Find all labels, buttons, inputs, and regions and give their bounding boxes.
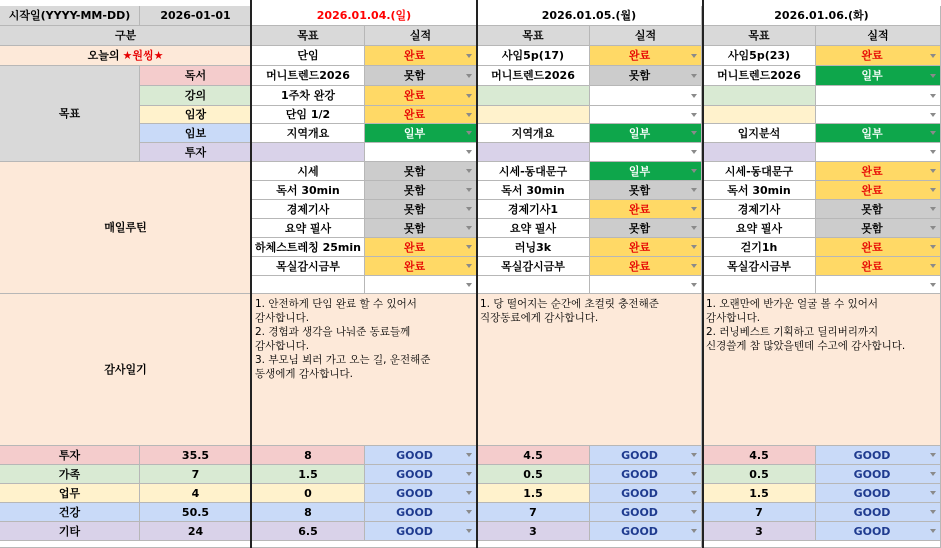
score-rating-dropdown[interactable] [590, 484, 702, 503]
routine-result-dropdown[interactable] [590, 181, 702, 200]
dropdown-arrow-icon[interactable] [691, 245, 697, 249]
day-separator-line [476, 0, 478, 548]
routine-result-dropdown-value: 완료 [861, 240, 883, 254]
goal-result-dropdown[interactable] [816, 124, 941, 143]
dropdown-arrow-icon[interactable] [691, 226, 697, 230]
goal-cell[interactable] [703, 86, 816, 106]
goal-result-dropdown[interactable] [590, 86, 702, 106]
score-total-other: 24 [140, 522, 252, 541]
goal-result-dropdown[interactable] [590, 66, 702, 86]
dropdown-arrow-icon[interactable] [466, 472, 472, 476]
goal-cell[interactable] [477, 106, 590, 124]
gratitude-journal-cell[interactable]: 1. 오랜만에 반가운 얼굴 볼 수 있어서 감사합니다. 2. 러닝베스트 기획하고 딜리버리까지 신경쓸게 참 많았을텐데 수고에 감사합니다. [703, 294, 941, 446]
score-label-other: 기타 [0, 522, 140, 541]
dropdown-arrow-icon[interactable] [691, 510, 697, 514]
onething-goal-cell[interactable]: 사임5p(23) [703, 46, 816, 66]
score-value-cell[interactable]: 6.5 [252, 522, 365, 541]
dropdown-arrow-icon[interactable] [691, 472, 697, 476]
routine-cell[interactable]: 요약 필사 [252, 219, 365, 238]
dropdown-arrow-icon[interactable] [691, 113, 697, 117]
goal-result-dropdown[interactable] [816, 66, 941, 86]
start-date-value[interactable]: 2026-01-01 [140, 6, 252, 26]
score-value-cell[interactable]: 1.5 [252, 465, 365, 484]
dropdown-arrow-icon[interactable] [466, 283, 472, 287]
routine-cell[interactable]: 경제기사 [703, 200, 816, 219]
goal-cell[interactable] [477, 86, 590, 106]
goal-result-dropdown-value: 일부 [861, 126, 883, 140]
routine-result-dropdown-value: 완료 [861, 164, 883, 178]
routine-result-dropdown-value: 완료 [861, 259, 883, 273]
dropdown-arrow-icon[interactable] [930, 113, 936, 117]
dropdown-arrow-icon[interactable] [691, 207, 697, 211]
routine-result-dropdown[interactable] [816, 257, 941, 276]
score-value-cell[interactable]: 8 [252, 503, 365, 522]
day-separator-line [702, 0, 704, 548]
onething-result-dropdown-value: 완료 [861, 49, 883, 62]
score-value-cell[interactable]: 7 [477, 503, 590, 522]
onething-result-dropdown-value: 완료 [403, 49, 426, 62]
score-rating-dropdown-value: GOOD [396, 486, 433, 500]
routine-cell[interactable]: 요약 필사 [703, 219, 816, 238]
dropdown-arrow-icon[interactable] [691, 74, 697, 78]
routine-cell[interactable]: 하체스트레칭 25min [252, 238, 365, 257]
goal-result-dropdown[interactable] [816, 143, 941, 162]
goal-column-header: 목표 [477, 26, 590, 46]
score-rating-dropdown-value: GOOD [621, 486, 658, 500]
dropdown-arrow-icon[interactable] [930, 453, 936, 457]
routine-result-dropdown[interactable] [365, 276, 477, 294]
goal-result-dropdown-value: 완료 [403, 108, 426, 121]
score-rating-dropdown-value: GOOD [396, 524, 433, 538]
onething-label [0, 46, 252, 66]
score-rating-dropdown[interactable] [816, 522, 941, 541]
day-date-header: 2026.01.05.(월) [477, 6, 702, 26]
routine-result-dropdown[interactable] [365, 219, 477, 238]
routine-cell[interactable]: 목실감시금부 [703, 257, 816, 276]
routine-result-dropdown-value: 못함 [628, 183, 651, 197]
onething-result-dropdown[interactable] [816, 46, 941, 66]
routine-result-dropdown[interactable] [590, 238, 702, 257]
dropdown-arrow-icon[interactable] [466, 188, 472, 192]
dropdown-arrow-icon[interactable] [466, 207, 472, 211]
dropdown-arrow-icon[interactable] [466, 74, 472, 78]
goal-group-label: 목표 [0, 66, 140, 162]
routine-cell[interactable]: 경제기사 [252, 200, 365, 219]
goal-cell[interactable]: 머니트렌드2026 [252, 66, 365, 86]
score-label-health: 건강 [0, 503, 140, 522]
goal-item-invest: 투자 [140, 143, 252, 162]
dropdown-arrow-icon[interactable] [691, 169, 697, 173]
goal-cell[interactable]: 머니트렌드2026 [703, 66, 816, 86]
score-rating-dropdown-value: GOOD [853, 467, 891, 481]
score-value-cell[interactable]: 0.5 [703, 465, 816, 484]
score-value-cell[interactable]: 7 [703, 503, 816, 522]
score-rating-dropdown-value: GOOD [853, 448, 891, 462]
routine-cell[interactable]: 시세-동대문구 [477, 162, 590, 181]
goal-item-reading: 독서 [140, 66, 252, 86]
dropdown-arrow-icon[interactable] [691, 54, 697, 58]
gubun-header: 구분 [0, 26, 252, 46]
score-rating-dropdown-value: GOOD [396, 505, 433, 519]
goal-item-lecture: 강의 [140, 86, 252, 106]
routine-cell[interactable]: 러닝3k [477, 238, 590, 257]
goal-result-dropdown-value: 못함 [403, 69, 426, 82]
dropdown-arrow-icon[interactable] [691, 150, 697, 154]
goal-result-dropdown-value: 일부 [628, 126, 651, 140]
routine-result-dropdown[interactable] [816, 238, 941, 257]
routine-cell[interactable]: 목실감시금부 [252, 257, 365, 276]
dropdown-arrow-icon[interactable] [691, 94, 697, 98]
routine-cell[interactable]: 독서 30min [703, 181, 816, 200]
goal-result-dropdown[interactable] [365, 86, 477, 106]
score-value-cell[interactable]: 1.5 [477, 484, 590, 503]
goal-cell[interactable] [703, 106, 816, 124]
routine-group-label: 매일루틴 [0, 162, 252, 294]
routine-result-dropdown-value: 못함 [861, 202, 883, 216]
score-rating-dropdown-value: GOOD [621, 524, 658, 538]
goal-column-header: 목표 [703, 26, 816, 46]
score-total-work: 4 [140, 484, 252, 503]
dropdown-arrow-icon[interactable] [466, 529, 472, 533]
score-rating-dropdown-value: GOOD [621, 467, 658, 481]
dropdown-arrow-icon[interactable] [691, 529, 697, 533]
goal-cell[interactable] [477, 143, 590, 162]
dropdown-arrow-icon[interactable] [466, 113, 472, 117]
dropdown-arrow-icon[interactable] [466, 245, 472, 249]
dropdown-arrow-icon[interactable] [930, 94, 936, 98]
goal-cell[interactable] [703, 143, 816, 162]
routine-result-dropdown-value: 완료 [403, 240, 426, 254]
dropdown-arrow-icon[interactable] [930, 283, 936, 287]
goal-cell[interactable]: 지역개요 [252, 124, 365, 143]
dropdown-arrow-icon[interactable] [691, 188, 697, 192]
routine-result-dropdown[interactable] [590, 200, 702, 219]
day-date-header: 2026.01.04.(일) [252, 6, 477, 26]
dropdown-arrow-icon[interactable] [466, 226, 472, 230]
score-value-cell[interactable]: 4.5 [703, 446, 816, 465]
routine-cell[interactable] [477, 276, 590, 294]
result-column-header: 실적 [816, 26, 941, 46]
onething-result-dropdown[interactable] [365, 46, 477, 66]
routine-result-dropdown[interactable] [590, 162, 702, 181]
onething-goal-cell[interactable]: 사임5p(17) [477, 46, 590, 66]
routine-result-dropdown[interactable] [365, 238, 477, 257]
dropdown-arrow-icon[interactable] [930, 491, 936, 495]
routine-cell[interactable]: 경제기사1 [477, 200, 590, 219]
score-total-health: 50.5 [140, 503, 252, 522]
score-rating-dropdown[interactable] [365, 446, 477, 465]
routine-result-dropdown-value: 못함 [861, 221, 883, 235]
score-rating-dropdown[interactable] [816, 484, 941, 503]
routine-result-dropdown-value: 못함 [403, 221, 426, 235]
next-row-stub [703, 541, 941, 548]
dropdown-arrow-icon[interactable] [930, 188, 936, 192]
goal-result-dropdown[interactable] [365, 66, 477, 86]
routine-cell[interactable] [703, 276, 816, 294]
day-date-header: 2026.01.06.(화) [703, 6, 941, 26]
score-value-cell[interactable]: 8 [252, 446, 365, 465]
dropdown-arrow-icon[interactable] [466, 510, 472, 514]
dropdown-arrow-icon[interactable] [691, 283, 697, 287]
routine-result-dropdown-value: 못함 [403, 183, 426, 197]
dropdown-arrow-icon[interactable] [691, 491, 697, 495]
dropdown-arrow-icon[interactable] [930, 472, 936, 476]
goal-cell[interactable]: 머니트렌드2026 [477, 66, 590, 86]
score-value-cell[interactable]: 0 [252, 484, 365, 503]
score-rating-dropdown[interactable] [365, 465, 477, 484]
score-rating-dropdown[interactable] [365, 522, 477, 541]
next-row-stub [252, 541, 477, 548]
dropdown-arrow-icon[interactable] [691, 131, 697, 135]
routine-result-dropdown[interactable] [590, 276, 702, 294]
score-rating-dropdown-value: GOOD [396, 467, 433, 481]
score-label-invest: 투자 [0, 446, 140, 465]
goal-cell[interactable]: 입지분석 [703, 124, 816, 143]
score-rating-dropdown-value: GOOD [853, 524, 891, 538]
routine-result-dropdown[interactable] [816, 276, 941, 294]
dropdown-arrow-icon[interactable] [466, 491, 472, 495]
routine-result-dropdown[interactable] [365, 257, 477, 276]
dropdown-arrow-icon[interactable] [930, 510, 936, 514]
start-date-label: 시작일(YYYY-MM-DD) [0, 6, 140, 26]
routine-cell[interactable] [252, 276, 365, 294]
dropdown-arrow-icon[interactable] [691, 264, 697, 268]
dropdown-arrow-icon[interactable] [466, 453, 472, 457]
goal-result-dropdown[interactable] [365, 143, 477, 162]
dropdown-arrow-icon[interactable] [930, 150, 936, 154]
score-label-family: 가족 [0, 465, 140, 484]
score-value-cell[interactable]: 0.5 [477, 465, 590, 484]
goal-cell[interactable]: 단임 1/2 [252, 106, 365, 124]
goal-result-dropdown[interactable] [816, 106, 941, 124]
score-rating-dropdown[interactable] [816, 446, 941, 465]
routine-result-dropdown[interactable] [590, 219, 702, 238]
score-rating-dropdown[interactable] [590, 503, 702, 522]
routine-cell[interactable]: 요약 필사 [477, 219, 590, 238]
dropdown-arrow-icon[interactable] [930, 131, 936, 135]
score-rating-dropdown-value: GOOD [621, 448, 658, 462]
score-value-cell[interactable]: 4.5 [477, 446, 590, 465]
routine-result-dropdown-value: 완료 [628, 259, 651, 273]
dropdown-arrow-icon[interactable] [466, 150, 472, 154]
dropdown-arrow-icon[interactable] [930, 529, 936, 533]
result-column-header: 실적 [365, 26, 477, 46]
score-rating-dropdown[interactable] [365, 503, 477, 522]
routine-result-dropdown-value: 완료 [403, 259, 426, 273]
routine-result-dropdown-value: 못함 [403, 202, 426, 216]
dropdown-arrow-icon[interactable] [930, 226, 936, 230]
dropdown-arrow-icon[interactable] [466, 131, 472, 135]
onething-goal-cell[interactable]: 단임 [252, 46, 365, 66]
day-separator-line [250, 0, 252, 548]
routine-result-dropdown-value: 일부 [628, 164, 651, 178]
dropdown-arrow-icon[interactable] [691, 453, 697, 457]
routine-cell[interactable]: 독서 30min [252, 181, 365, 200]
onething-result-dropdown[interactable] [590, 46, 702, 66]
score-rating-dropdown[interactable] [590, 465, 702, 484]
dropdown-arrow-icon[interactable] [930, 207, 936, 211]
goal-result-dropdown-value: 일부 [403, 126, 426, 140]
gratitude-journal-cell[interactable]: 1. 당 떨어지는 순간에 초컬릿 충전해준 직장동료에게 감사합니다. [477, 294, 702, 446]
routine-cell[interactable]: 시세-동대문구 [703, 162, 816, 181]
routine-result-dropdown[interactable] [816, 219, 941, 238]
goal-result-dropdown[interactable] [590, 106, 702, 124]
today-label: 오늘의 [87, 49, 120, 62]
goal-result-dropdown[interactable] [365, 106, 477, 124]
dropdown-arrow-icon[interactable] [930, 264, 936, 268]
score-total-family: 7 [140, 465, 252, 484]
goal-result-dropdown[interactable] [816, 86, 941, 106]
goal-result-dropdown-value: 못함 [628, 69, 651, 82]
dropdown-arrow-icon[interactable] [466, 169, 472, 173]
routine-result-dropdown-value: 완료 [628, 240, 651, 254]
routine-result-dropdown[interactable] [816, 200, 941, 219]
goal-cell[interactable]: 지역개요 [477, 124, 590, 143]
score-rating-dropdown-value: GOOD [396, 448, 433, 462]
routine-result-dropdown[interactable] [365, 162, 477, 181]
gratitude-group-label: 감사일기 [0, 294, 252, 446]
goal-item-report: 임보 [140, 124, 252, 143]
score-rating-dropdown[interactable] [816, 465, 941, 484]
onething-result-dropdown-value: 완료 [628, 49, 651, 62]
routine-cell[interactable]: 시세 [252, 162, 365, 181]
routine-result-dropdown[interactable] [590, 257, 702, 276]
goal-result-dropdown[interactable] [365, 124, 477, 143]
score-rating-dropdown-value: GOOD [853, 486, 891, 500]
goal-cell[interactable] [252, 143, 365, 162]
routine-cell[interactable]: 걷기1h [703, 238, 816, 257]
routine-cell[interactable]: 독서 30min [477, 181, 590, 200]
goal-column-header: 목표 [252, 26, 365, 46]
score-rating-dropdown[interactable] [590, 446, 702, 465]
routine-cell[interactable]: 목실감시금부 [477, 257, 590, 276]
next-row-stub [477, 541, 702, 548]
dropdown-arrow-icon[interactable] [466, 54, 472, 58]
routine-result-dropdown-value: 완료 [628, 202, 651, 216]
routine-result-dropdown[interactable] [365, 181, 477, 200]
dropdown-arrow-icon[interactable] [930, 74, 936, 78]
score-label-work: 업무 [0, 484, 140, 503]
dropdown-arrow-icon[interactable] [930, 245, 936, 249]
score-total-invest: 35.5 [140, 446, 252, 465]
routine-result-dropdown[interactable] [816, 181, 941, 200]
gratitude-journal-cell[interactable]: 1. 안전하게 단임 완료 할 수 있어서 감사합니다. 2. 경험과 생각을 나눠준 동료들께 감사합니다. 3. 부모님 뵈러 가고 오는 길, 운전해준 동생에게 감사합니다. [252, 294, 477, 446]
goal-result-dropdown[interactable] [590, 124, 702, 143]
goal-result-dropdown-value: 일부 [861, 69, 883, 82]
goal-cell[interactable]: 1주차 완강 [252, 86, 365, 106]
dropdown-arrow-icon[interactable] [466, 94, 472, 98]
score-rating-dropdown[interactable] [816, 503, 941, 522]
dropdown-arrow-icon[interactable] [930, 54, 936, 58]
next-row-stub [0, 541, 252, 548]
dropdown-arrow-icon[interactable] [466, 264, 472, 268]
result-column-header: 실적 [590, 26, 702, 46]
routine-result-dropdown-value: 완료 [861, 183, 883, 197]
score-value-cell[interactable]: 3 [477, 522, 590, 541]
onething-star-label: ★원씽★ [122, 49, 164, 62]
score-value-cell[interactable]: 1.5 [703, 484, 816, 503]
score-rating-dropdown[interactable] [365, 484, 477, 503]
score-rating-dropdown[interactable] [590, 522, 702, 541]
score-rating-dropdown-value: GOOD [621, 505, 658, 519]
goal-result-dropdown-value: 완료 [403, 89, 426, 102]
score-value-cell[interactable]: 3 [703, 522, 816, 541]
routine-result-dropdown-value: 못함 [403, 164, 426, 178]
routine-result-dropdown[interactable] [816, 162, 941, 181]
dropdown-arrow-icon[interactable] [930, 169, 936, 173]
score-rating-dropdown-value: GOOD [853, 505, 891, 519]
routine-result-dropdown-value: 못함 [628, 221, 651, 235]
goal-result-dropdown[interactable] [590, 143, 702, 162]
goal-item-site-visit: 임장 [140, 106, 252, 124]
routine-result-dropdown[interactable] [365, 200, 477, 219]
